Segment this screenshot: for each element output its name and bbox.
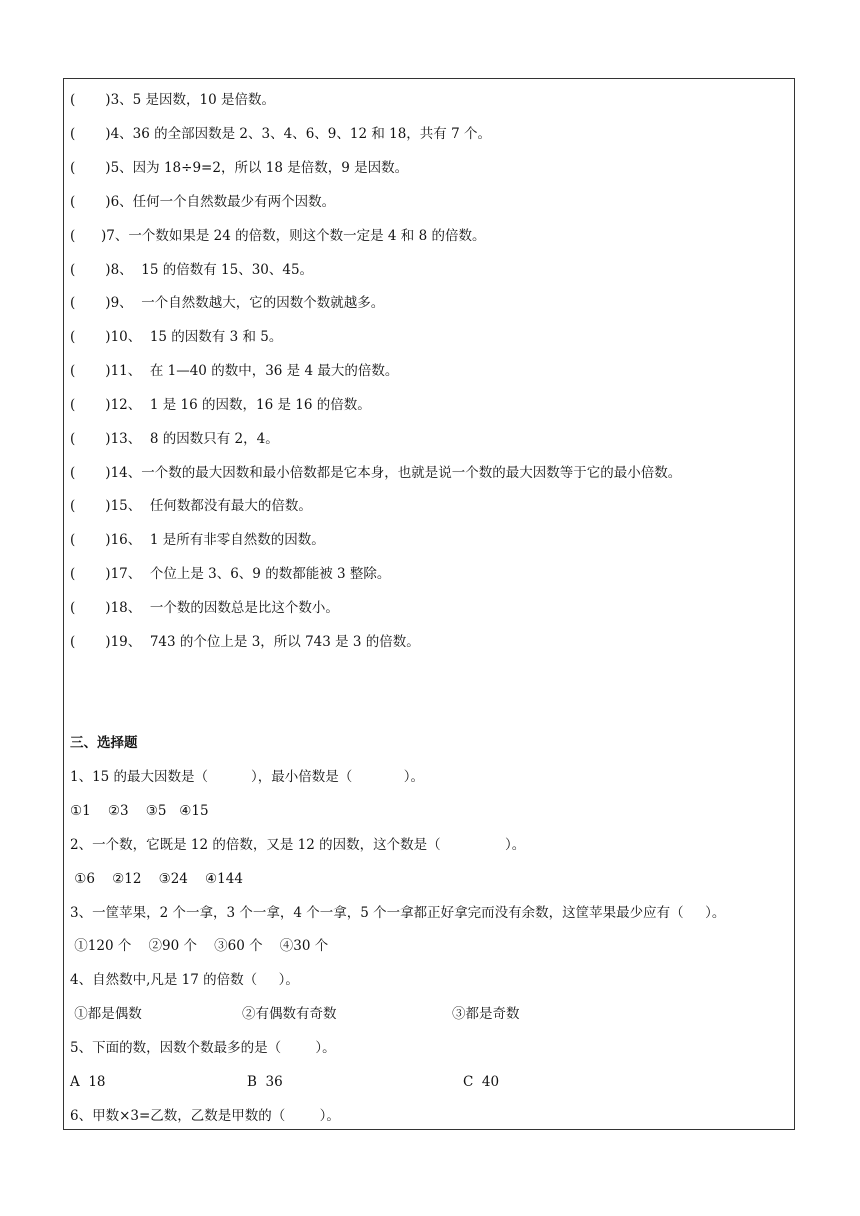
tf-text: 12、 1 是 16 的因数，16 是 16 的倍数。	[110, 397, 371, 413]
question-1: 1、15 的最大因数是（ ），最小倍数是（ ）。	[70, 769, 424, 785]
tf-item-6	[70, 193, 335, 211]
tf-text: 18、 一个数的因数总是比这个数小。	[110, 600, 339, 616]
tf-text: 16、 1 是所有非零自然数的因数。	[110, 532, 325, 548]
question-1-options: ①1 ②3 ③5 ④15	[70, 803, 209, 819]
answer-blank[interactable]: ( )	[70, 431, 111, 447]
answer-blank[interactable]: ( )	[70, 465, 111, 481]
answer-blank[interactable]: ( )	[70, 262, 111, 278]
tf-item-19	[70, 633, 420, 651]
option: ③都是奇数	[452, 1006, 520, 1022]
tf-text: 10、 15 的因数有 3 和 5。	[110, 329, 283, 345]
tf-item-14	[70, 464, 681, 482]
option: A 18	[70, 1074, 106, 1090]
question-5: 5、下面的数，因数个数最多的是（ ）。	[70, 1040, 336, 1056]
tf-item-8	[70, 261, 313, 279]
question-2: 2、一个数，它既是 12 的倍数，又是 12 的因数，这个数是（ ）。	[70, 837, 526, 853]
answer-blank[interactable]: ( )	[70, 634, 111, 650]
tf-text: 17、 个位上是 3、6、9 的数都能被 3 整除。	[110, 566, 391, 582]
tf-item-13	[70, 430, 279, 448]
question-3-options: ①120 个 ②90 个 ③60 个 ④30 个	[70, 938, 329, 954]
tf-item-4	[70, 125, 491, 143]
answer-blank[interactable]: ( )	[70, 498, 111, 514]
option: C 40	[463, 1074, 500, 1090]
tf-text: 7、一个数如果是 24 的倍数，则这个数一定是 4 和 8 的倍数。	[106, 228, 486, 244]
question-2-options: ①6 ②12 ③24 ④144	[70, 871, 243, 887]
tf-text: 9、 一个自然数越大，它的因数个数就越多。	[110, 295, 385, 311]
tf-item-7	[70, 227, 485, 245]
tf-item-18	[70, 599, 339, 617]
answer-blank[interactable]: ( )	[70, 329, 111, 345]
tf-text: 11、 在 1—40 的数中，36 是 4 最大的倍数。	[110, 363, 399, 379]
tf-item-3	[70, 91, 275, 109]
tf-item-10	[70, 328, 282, 346]
answer-blank[interactable]: ( )	[70, 363, 111, 379]
tf-item-15	[70, 497, 312, 515]
tf-text: 3、5 是因数，10 是倍数。	[110, 92, 276, 108]
tf-text: 13、 8 的因数只有 2，4。	[110, 431, 279, 447]
tf-item-9	[70, 294, 384, 312]
tf-text: 5、因为 18÷9=2，所以 18 是倍数，9 是因数。	[110, 160, 409, 176]
option: B 36	[247, 1074, 283, 1090]
option: ①都是偶数	[70, 1006, 142, 1022]
answer-blank[interactable]: ( )	[70, 228, 107, 244]
tf-text: 19、 743 的个位上是 3，所以 743 是 3 的倍数。	[110, 634, 420, 650]
answer-blank[interactable]: ( )	[70, 566, 111, 582]
answer-blank[interactable]: ( )	[70, 295, 111, 311]
answer-blank[interactable]: ( )	[70, 397, 111, 413]
section-heading: 三、选择题	[70, 735, 138, 751]
tf-text: 15、 任何数都没有最大的倍数。	[110, 498, 312, 514]
answer-blank[interactable]: ( )	[70, 600, 111, 616]
tf-item-5	[70, 159, 408, 177]
tf-item-12	[70, 396, 371, 414]
answer-blank[interactable]: ( )	[70, 92, 111, 108]
tf-text: 14、一个数的最大因数和最小倍数都是它本身，也就是说一个数的最大因数等于它的最小倍数。	[110, 465, 682, 481]
question-4: 4、自然数中,凡是 17 的倍数（ ）。	[70, 972, 299, 988]
question-3: 3、一筐苹果，2 个一拿，3 个一拿，4 个一拿，5 个一拿都正好拿完而没有余数，这筐苹果最少应有（ ）。	[70, 905, 726, 921]
tf-text: 6、任何一个自然数最少有两个因数。	[110, 194, 336, 210]
answer-blank[interactable]: ( )	[70, 532, 111, 548]
question-5-options	[70, 1073, 499, 1091]
answer-blank[interactable]: ( )	[70, 126, 111, 142]
tf-text: 4、36 的全部因数是 2、3、4、6、9、12 和 18，共有 7 个。	[110, 126, 491, 142]
tf-item-16	[70, 531, 325, 549]
question-4-options	[70, 1005, 520, 1023]
answer-blank[interactable]: ( )	[70, 160, 111, 176]
tf-item-17	[70, 565, 390, 583]
tf-item-11	[70, 362, 398, 380]
tf-text: 8、 15 的倍数有 15、30、45。	[110, 262, 314, 278]
option: ②有偶数有奇数	[242, 1006, 337, 1022]
answer-blank[interactable]: ( )	[70, 194, 111, 210]
question-6: 6、甲数×3=乙数，乙数是甲数的（ ）。	[70, 1108, 340, 1124]
